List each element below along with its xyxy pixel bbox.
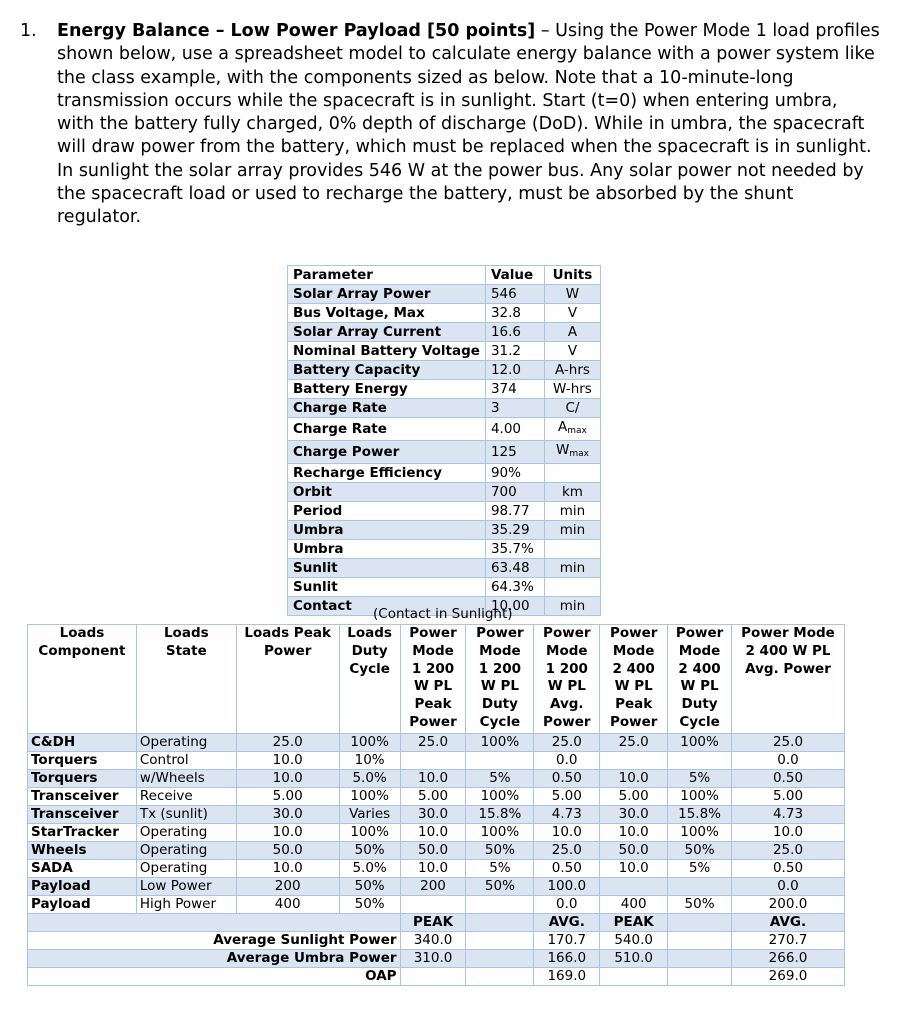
loads-row bbox=[28, 734, 845, 752]
loads-cell: 10.0 bbox=[600, 770, 668, 788]
param-value: 35.7% bbox=[485, 540, 544, 559]
loads-header-line: Mode bbox=[546, 642, 588, 659]
loads-cell bbox=[668, 878, 732, 896]
summary-peak2: 510.0 bbox=[600, 950, 668, 968]
loads-header-line: Power bbox=[476, 625, 524, 641]
loads-cell: 200 bbox=[400, 878, 466, 896]
loads-row bbox=[28, 824, 845, 842]
loads-cell: 50.0 bbox=[600, 842, 668, 860]
summary-empty bbox=[668, 950, 732, 968]
param-row bbox=[288, 342, 601, 361]
summary-avg: 169.0 bbox=[534, 968, 600, 986]
param-value: 31.2 bbox=[485, 342, 544, 361]
loads-cell: Control bbox=[136, 752, 236, 770]
loads-cell: 0.0 bbox=[732, 878, 845, 896]
problem-text bbox=[57, 20, 880, 230]
loads-cell: 100% bbox=[466, 788, 534, 806]
param-name: Solar Array Power bbox=[288, 285, 486, 304]
loads-cell: 25.0 bbox=[236, 734, 339, 752]
loads-header-line: W PL bbox=[680, 678, 719, 695]
loads-header-line: W PL bbox=[480, 678, 519, 695]
loads-cell: Payload bbox=[28, 878, 137, 896]
summary-empty bbox=[466, 968, 534, 986]
summary-peak bbox=[400, 968, 466, 986]
loads-header-line: State bbox=[165, 642, 207, 659]
param-unit-text: min bbox=[559, 522, 586, 538]
param-unit bbox=[544, 540, 600, 559]
param-name: Bus Voltage, Max bbox=[288, 304, 486, 323]
loads-cell: 100% bbox=[339, 734, 400, 752]
summary-avg: AVG. bbox=[534, 914, 600, 932]
loads-header-line: Cycle bbox=[679, 713, 720, 730]
loads-cell: Tx (sunlit) bbox=[136, 806, 236, 824]
param-value: 10.00 bbox=[485, 597, 544, 616]
loads-cell: 400 bbox=[236, 896, 339, 914]
loads-header-line: W PL bbox=[413, 678, 453, 695]
loads-header-line: Loads Peak bbox=[244, 625, 331, 641]
loads-cell: 0.50 bbox=[732, 860, 845, 878]
param-unit-text: W bbox=[555, 442, 570, 458]
param-unit-text: A bbox=[567, 324, 578, 340]
param-name: Recharge Efficiency bbox=[288, 464, 486, 483]
loads-header-line: Avg. bbox=[550, 696, 584, 713]
param-unit-text: min bbox=[559, 560, 586, 576]
loads-cell: 100% bbox=[668, 788, 732, 806]
loads-cell: 400 bbox=[600, 896, 668, 914]
param-unit-text: W bbox=[565, 286, 580, 302]
summary-label: OAP bbox=[28, 968, 401, 986]
loads-header-line: Avg. Power bbox=[745, 660, 831, 677]
loads-cell: 50% bbox=[466, 878, 534, 896]
problem-statement bbox=[20, 20, 880, 230]
loads-header-line: 2 400 bbox=[612, 660, 655, 677]
loads-cell: 10.0 bbox=[732, 824, 845, 842]
loads-cell: 10.0 bbox=[400, 860, 466, 878]
param-unit-text: min bbox=[559, 598, 586, 614]
param-name: Period bbox=[288, 502, 486, 521]
loads-header-line: 2 400 bbox=[678, 660, 721, 677]
loads-cell: 50.0 bbox=[236, 842, 339, 860]
loads-cell: Varies bbox=[339, 806, 400, 824]
problem-title: Energy Balance – Low Power Payload [50 points] bbox=[57, 21, 536, 41]
loads-cell: 10.0 bbox=[534, 824, 600, 842]
loads-cell bbox=[668, 752, 732, 770]
loads-cell: 5% bbox=[466, 770, 534, 788]
loads-cell: 10.0 bbox=[236, 752, 339, 770]
loads-row bbox=[28, 842, 845, 860]
loads-cell: 15.8% bbox=[668, 806, 732, 824]
loads-header-row bbox=[28, 625, 845, 734]
param-unit-text: min bbox=[559, 503, 586, 519]
loads-cell: Transceiver bbox=[28, 806, 137, 824]
param-unit-text: V bbox=[567, 305, 578, 321]
loads-cell: 10.0 bbox=[236, 770, 339, 788]
param-value: 125 bbox=[485, 441, 544, 464]
loads-cell: 100% bbox=[466, 734, 534, 752]
summary-avg2: AVG. bbox=[732, 914, 845, 932]
param-unit bbox=[544, 418, 600, 441]
param-unit-text: A bbox=[558, 419, 568, 435]
loads-cell: 5.00 bbox=[400, 788, 466, 806]
param-row bbox=[288, 483, 601, 502]
param-row bbox=[288, 559, 601, 578]
loads-header-line: Power bbox=[609, 625, 658, 641]
loads-cell: Wheels bbox=[28, 842, 137, 860]
loads-header-line: Cycle bbox=[349, 660, 390, 677]
loads-header-line: Peak bbox=[615, 696, 653, 713]
loads-header-line: Loads bbox=[347, 625, 392, 641]
loads-cell: Transceiver bbox=[28, 788, 137, 806]
loads-cell: 25.0 bbox=[732, 734, 845, 752]
loads-cell: 50.0 bbox=[400, 842, 466, 860]
loads-header-line: Power bbox=[675, 625, 724, 641]
loads-header-line: Duty bbox=[351, 642, 388, 659]
loads-cell: 50% bbox=[339, 896, 400, 914]
param-unit-text: V bbox=[567, 343, 578, 359]
param-value: 4.00 bbox=[485, 418, 544, 441]
loads-cell bbox=[600, 878, 668, 896]
loads-header-line: Loads bbox=[59, 625, 105, 641]
loads-row bbox=[28, 878, 845, 896]
summary-peak2 bbox=[600, 968, 668, 986]
loads-cell: 100% bbox=[339, 788, 400, 806]
param-header-units: Units bbox=[544, 266, 600, 285]
loads-cell: 10.0 bbox=[600, 860, 668, 878]
param-unit bbox=[544, 399, 600, 418]
param-row bbox=[288, 399, 601, 418]
contact-note: (Contact in Sunlight) bbox=[373, 606, 513, 622]
param-name: Sunlit bbox=[288, 578, 486, 597]
loads-cell: 5.0% bbox=[339, 860, 400, 878]
loads-cell: 30.0 bbox=[400, 806, 466, 824]
loads-cell: 5% bbox=[668, 770, 732, 788]
loads-header-line: W PL bbox=[547, 678, 586, 695]
problem-number: 1. bbox=[20, 21, 37, 41]
loads-cell: 5% bbox=[668, 860, 732, 878]
param-value: 90% bbox=[485, 464, 544, 483]
loads-cell bbox=[400, 896, 466, 914]
parameter-table bbox=[287, 265, 601, 616]
loads-cell: 5.00 bbox=[236, 788, 339, 806]
loads-header-cell bbox=[28, 625, 137, 734]
loads-cell: 0.0 bbox=[534, 752, 600, 770]
param-name: Charge Rate bbox=[288, 399, 486, 418]
loads-cell: 50% bbox=[339, 878, 400, 896]
loads-header-line: 1 200 bbox=[411, 660, 455, 677]
summary-empty bbox=[668, 968, 732, 986]
loads-row bbox=[28, 860, 845, 878]
loads-header-line: Duty bbox=[681, 696, 718, 713]
param-row bbox=[288, 464, 601, 483]
loads-header-line: Power bbox=[543, 713, 591, 730]
param-value: 374 bbox=[485, 380, 544, 399]
param-unit-subscript: max bbox=[569, 449, 589, 459]
summary-label: Average Umbra Power bbox=[28, 950, 401, 968]
loads-cell: 100% bbox=[668, 824, 732, 842]
param-unit-text: km bbox=[561, 484, 583, 500]
loads-cell: 5.0% bbox=[339, 770, 400, 788]
summary-empty bbox=[466, 932, 534, 950]
summary-peak: 340.0 bbox=[400, 932, 466, 950]
loads-header-line: Mode bbox=[678, 642, 721, 659]
loads-summary bbox=[28, 914, 845, 986]
loads-header-line: Power bbox=[609, 713, 658, 730]
loads-cell: 0.50 bbox=[534, 770, 600, 788]
loads-row bbox=[28, 788, 845, 806]
loads-cell: 50% bbox=[339, 842, 400, 860]
param-row bbox=[288, 578, 601, 597]
param-unit bbox=[544, 380, 600, 399]
summary-peak: PEAK bbox=[400, 914, 466, 932]
loads-header-line: Power bbox=[263, 642, 312, 659]
summary-empty bbox=[466, 950, 534, 968]
param-table-body bbox=[288, 285, 601, 616]
param-row bbox=[288, 502, 601, 521]
loads-cell: 100% bbox=[668, 734, 732, 752]
param-value: 64.3% bbox=[485, 578, 544, 597]
summary-row bbox=[28, 968, 845, 986]
param-row bbox=[288, 441, 601, 464]
loads-cell bbox=[466, 896, 534, 914]
loads-cell: 10.0 bbox=[600, 824, 668, 842]
loads-cell: 15.8% bbox=[466, 806, 534, 824]
loads-cell: 10.0 bbox=[400, 824, 466, 842]
loads-cell: w/Wheels bbox=[136, 770, 236, 788]
loads-header-cell bbox=[466, 625, 534, 734]
param-row bbox=[288, 540, 601, 559]
loads-table-body bbox=[28, 734, 845, 914]
param-value: 700 bbox=[485, 483, 544, 502]
param-row bbox=[288, 361, 601, 380]
param-name: Nominal Battery Voltage bbox=[288, 342, 486, 361]
param-name: Battery Capacity bbox=[288, 361, 486, 380]
loads-header-line: 2 400 W PL bbox=[745, 642, 831, 659]
loads-cell: Torquers bbox=[28, 752, 137, 770]
loads-row bbox=[28, 806, 845, 824]
param-unit-text: A-hrs bbox=[554, 362, 590, 378]
param-unit-text: W-hrs bbox=[553, 381, 592, 397]
param-unit bbox=[544, 483, 600, 502]
summary-avg2: 270.7 bbox=[732, 932, 845, 950]
summary-empty bbox=[668, 932, 732, 950]
loads-cell: 30.0 bbox=[600, 806, 668, 824]
param-name: Solar Array Current bbox=[288, 323, 486, 342]
param-row bbox=[288, 521, 601, 540]
loads-cell bbox=[466, 752, 534, 770]
param-row bbox=[288, 304, 601, 323]
loads-header-line: 1 200 bbox=[545, 660, 588, 677]
loads-header-line: Mode bbox=[479, 642, 521, 659]
loads-header-line: Power bbox=[409, 625, 457, 641]
loads-table bbox=[27, 624, 845, 986]
loads-cell: Operating bbox=[136, 842, 236, 860]
loads-cell: 10.0 bbox=[236, 824, 339, 842]
summary-avg2: 269.0 bbox=[732, 968, 845, 986]
summary-avg2: 266.0 bbox=[732, 950, 845, 968]
summary-avg: 166.0 bbox=[534, 950, 600, 968]
param-unit bbox=[544, 559, 600, 578]
param-header-parameter: Parameter bbox=[288, 266, 486, 285]
loads-header-cell bbox=[732, 625, 845, 734]
loads-cell: High Power bbox=[136, 896, 236, 914]
loads-header-cell bbox=[600, 625, 668, 734]
loads-cell: SADA bbox=[28, 860, 137, 878]
loads-cell: 100% bbox=[339, 824, 400, 842]
loads-cell: Low Power bbox=[136, 878, 236, 896]
loads-header-cell bbox=[136, 625, 236, 734]
loads-header-cell bbox=[236, 625, 339, 734]
loads-cell: Operating bbox=[136, 734, 236, 752]
param-unit-subscript: max bbox=[567, 426, 587, 436]
loads-cell: 25.0 bbox=[732, 842, 845, 860]
loads-cell: StarTracker bbox=[28, 824, 137, 842]
loads-cell: 10.0 bbox=[236, 860, 339, 878]
summary-label bbox=[28, 914, 401, 932]
loads-cell: 0.50 bbox=[732, 770, 845, 788]
summary-label: Average Sunlight Power bbox=[28, 932, 401, 950]
loads-cell bbox=[600, 752, 668, 770]
loads-cell: 0.0 bbox=[732, 752, 845, 770]
loads-cell bbox=[400, 752, 466, 770]
loads-cell: 25.0 bbox=[534, 734, 600, 752]
param-value: 16.6 bbox=[485, 323, 544, 342]
loads-cell: Operating bbox=[136, 824, 236, 842]
loads-cell: 0.0 bbox=[534, 896, 600, 914]
loads-cell: 25.0 bbox=[400, 734, 466, 752]
param-name: Umbra bbox=[288, 540, 486, 559]
summary-header-row bbox=[28, 914, 845, 932]
loads-header-line: Component bbox=[38, 642, 126, 659]
param-name: Umbra bbox=[288, 521, 486, 540]
loads-cell: 200 bbox=[236, 878, 339, 896]
summary-empty bbox=[668, 914, 732, 932]
param-value: 32.8 bbox=[485, 304, 544, 323]
param-row bbox=[288, 323, 601, 342]
summary-row bbox=[28, 932, 845, 950]
loads-header-line: Mode bbox=[612, 642, 655, 659]
param-row bbox=[288, 418, 601, 441]
loads-cell: 4.73 bbox=[534, 806, 600, 824]
loads-row bbox=[28, 752, 845, 770]
param-unit bbox=[544, 578, 600, 597]
loads-cell: 0.50 bbox=[534, 860, 600, 878]
loads-row bbox=[28, 896, 845, 914]
problem-body: – Using the Power Mode 1 load profiles shown below, use a spreadsheet model to calculate energy balance with a power system like the class example, with the components sized as below. Note that a 10-minute-long transmission occurs while the spacecraft is in sunlight. Start (t=0) when entering umbra, with the battery fully charged, 0% depth of discharge (DoD). While in umbra, the spacecraft will draw power from the battery, which must be replaced when the spacecraft is in sunlight. In sunlight the solar array provides 546 W at the power bus. Any solar power not needed by the spacecraft load or used to recharge the battery, must be absorbed by the shunt regulator. bbox=[57, 21, 880, 228]
param-unit bbox=[544, 502, 600, 521]
param-header-value: Value bbox=[485, 266, 544, 285]
summary-empty bbox=[466, 914, 534, 932]
summary-peak2: 540.0 bbox=[600, 932, 668, 950]
loads-header-line: Cycle bbox=[479, 713, 521, 730]
loads-header-line: Power bbox=[409, 713, 457, 730]
param-unit bbox=[544, 285, 600, 304]
loads-cell: 5.00 bbox=[534, 788, 600, 806]
param-name: Battery Energy bbox=[288, 380, 486, 399]
param-unit bbox=[544, 342, 600, 361]
loads-cell: 5.00 bbox=[732, 788, 845, 806]
loads-cell: 30.0 bbox=[236, 806, 339, 824]
param-value: 3 bbox=[485, 399, 544, 418]
param-row bbox=[288, 285, 601, 304]
loads-cell: 5.00 bbox=[600, 788, 668, 806]
param-name: Orbit bbox=[288, 483, 486, 502]
loads-header-line: Duty bbox=[481, 696, 518, 713]
loads-header-line: Mode bbox=[412, 642, 454, 659]
param-name: Contact bbox=[288, 597, 486, 616]
loads-header-line: W PL bbox=[614, 678, 653, 695]
summary-peak: 310.0 bbox=[400, 950, 466, 968]
loads-header-line: Loads bbox=[163, 625, 209, 641]
loads-cell: 25.0 bbox=[600, 734, 668, 752]
loads-cell: Receive bbox=[136, 788, 236, 806]
param-value: 546 bbox=[485, 285, 544, 304]
summary-avg: 170.7 bbox=[534, 932, 600, 950]
summary-row bbox=[28, 950, 845, 968]
loads-row bbox=[28, 770, 845, 788]
summary-peak2: PEAK bbox=[600, 914, 668, 932]
loads-cell: 25.0 bbox=[534, 842, 600, 860]
param-unit bbox=[544, 521, 600, 540]
param-name: Charge Rate bbox=[288, 418, 486, 441]
loads-cell: 100.0 bbox=[534, 878, 600, 896]
param-value: 63.48 bbox=[485, 559, 544, 578]
param-unit bbox=[544, 441, 600, 464]
loads-cell: 4.73 bbox=[732, 806, 845, 824]
loads-header-cell bbox=[668, 625, 732, 734]
loads-header-line: 1 200 bbox=[478, 660, 522, 677]
loads-cell: 5% bbox=[466, 860, 534, 878]
loads-cell: Torquers bbox=[28, 770, 137, 788]
loads-header-cell bbox=[339, 625, 400, 734]
param-unit bbox=[544, 304, 600, 323]
param-unit bbox=[544, 361, 600, 380]
param-unit bbox=[544, 464, 600, 483]
loads-header-line: Power Mode bbox=[741, 625, 835, 641]
param-unit bbox=[544, 597, 600, 616]
param-unit-text: C/ bbox=[565, 400, 580, 416]
loads-header-line: Power bbox=[543, 625, 591, 641]
param-row bbox=[288, 380, 601, 399]
loads-cell: C&DH bbox=[28, 734, 137, 752]
loads-cell: 50% bbox=[668, 896, 732, 914]
param-value: 35.29 bbox=[485, 521, 544, 540]
param-name: Sunlit bbox=[288, 559, 486, 578]
loads-header-cell bbox=[534, 625, 600, 734]
param-value: 98.77 bbox=[485, 502, 544, 521]
loads-cell: 200.0 bbox=[732, 896, 845, 914]
param-name: Charge Power bbox=[288, 441, 486, 464]
loads-header-line: Peak bbox=[414, 696, 452, 713]
loads-cell: 10% bbox=[339, 752, 400, 770]
loads-cell: Operating bbox=[136, 860, 236, 878]
loads-cell: 100% bbox=[466, 824, 534, 842]
param-value: 12.0 bbox=[485, 361, 544, 380]
loads-cell: 50% bbox=[466, 842, 534, 860]
loads-cell: 50% bbox=[668, 842, 732, 860]
loads-header-cell bbox=[400, 625, 466, 734]
loads-cell: Payload bbox=[28, 896, 137, 914]
loads-cell: 10.0 bbox=[400, 770, 466, 788]
param-unit bbox=[544, 323, 600, 342]
